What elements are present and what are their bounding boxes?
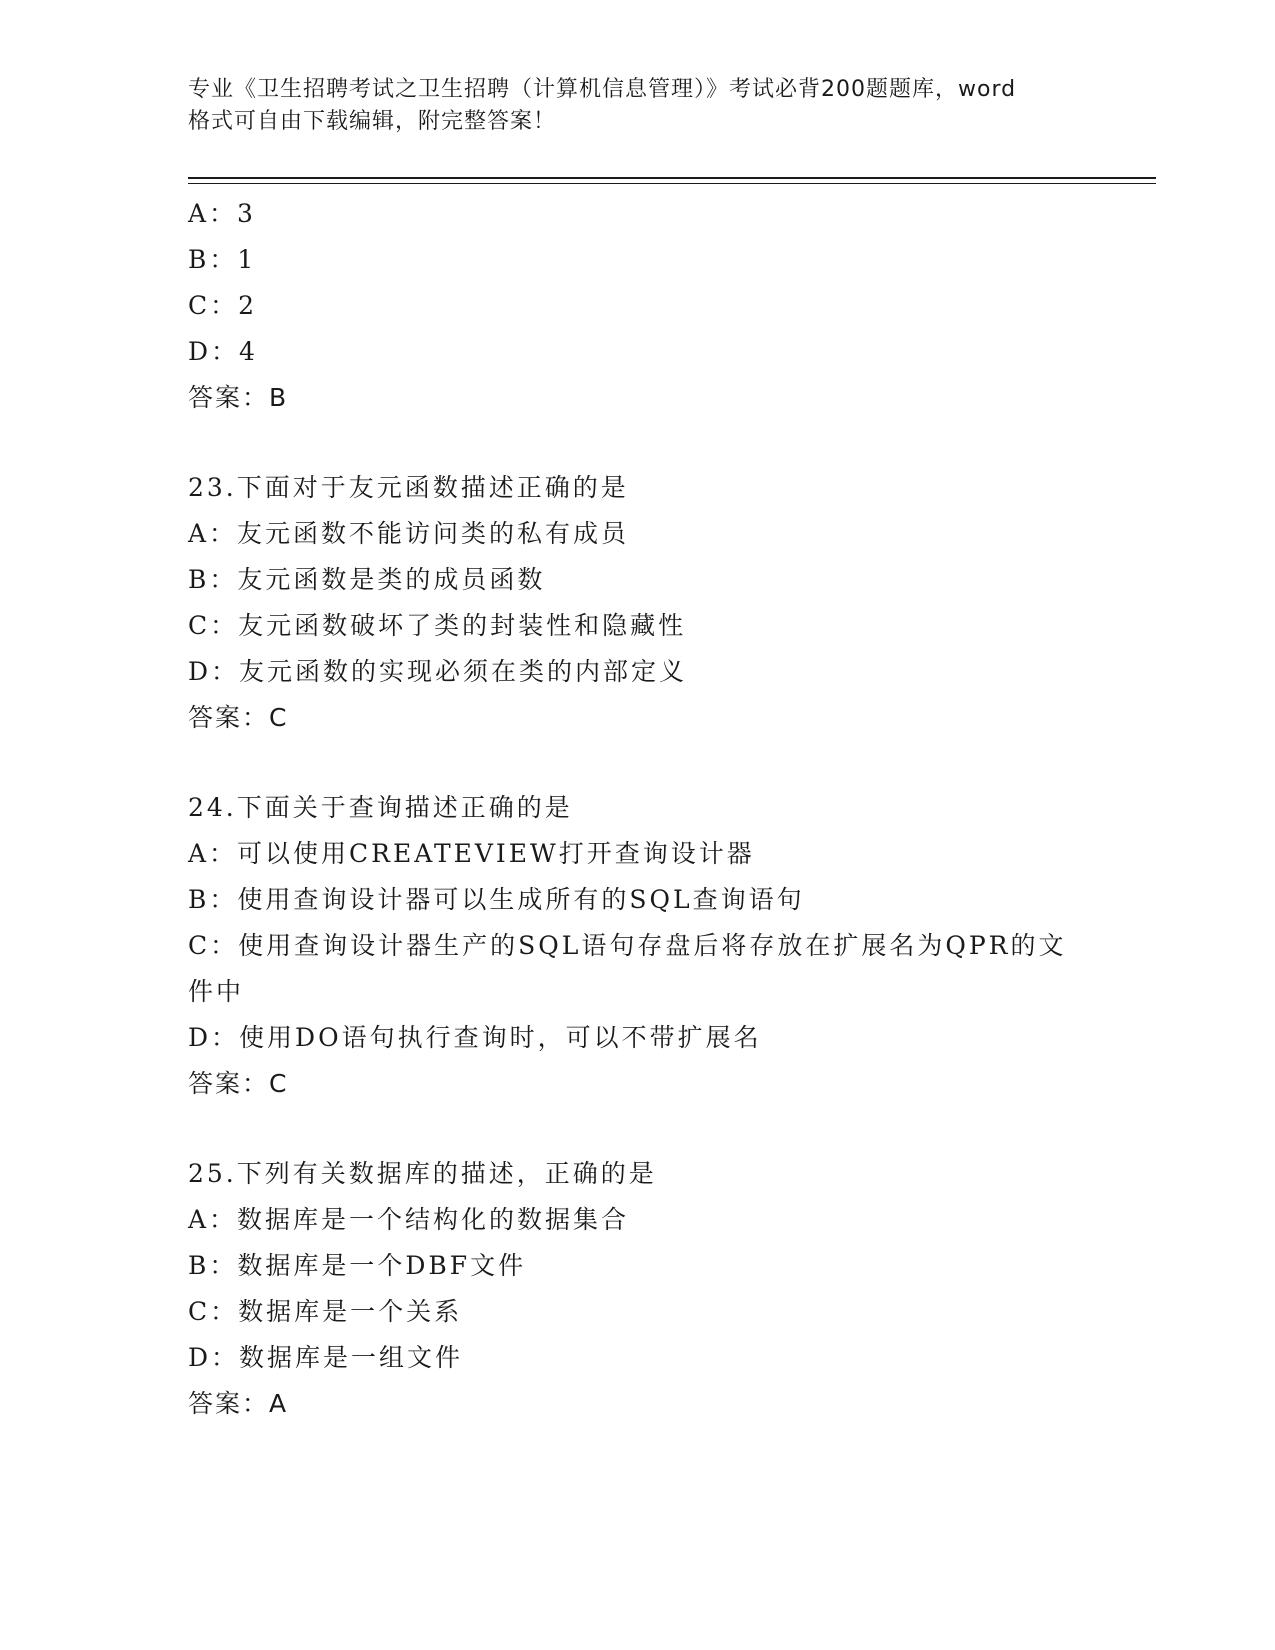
option-a: A：可以使用CREATEVIEW打开查询设计器 <box>188 839 755 868</box>
option-d: D：使用DO语句执行查询时，可以不带扩展名 <box>188 1023 762 1052</box>
option-a: A：友元函数不能访问类的私有成员 <box>188 519 630 548</box>
option-d: D：数据库是一组文件 <box>188 1343 464 1372</box>
option-b: B：数据库是一个DBF文件 <box>188 1251 527 1280</box>
answer-line: 答案：C <box>188 1069 289 1098</box>
option-c: C：使用查询设计器生产的SQL语句存盘后将存放在扩展名为QPR的文 <box>188 931 1067 960</box>
option-a: A：3 <box>188 199 256 228</box>
spacer <box>188 421 1088 465</box>
spacer <box>188 741 1088 785</box>
question-text: 23.下面对于友元函数描述正确的是 <box>188 473 629 502</box>
option-b: B：使用查询设计器可以生成所有的SQL查询语句 <box>188 885 805 914</box>
header-line-1: 专业《卫生招聘考试之卫生招聘（计算机信息管理）》考试必背200题题库，word <box>188 77 1017 102</box>
option-b: B：友元函数是类的成员函数 <box>188 565 546 594</box>
question-block-22 <box>188 191 1088 421</box>
answer-line: 答案：A <box>188 1389 289 1418</box>
option-b: B：1 <box>188 245 257 274</box>
spacer <box>188 1107 1088 1151</box>
question-block-25 <box>188 1151 1088 1427</box>
option-d: D：友元函数的实现必须在类的内部定义 <box>188 657 688 686</box>
header-rule-thick <box>188 177 1156 179</box>
question-block-23 <box>188 465 1088 741</box>
option-c-continued: 件中 <box>188 977 245 1006</box>
question-text: 24.下面关于查询描述正确的是 <box>188 793 573 822</box>
option-c: C：2 <box>188 291 258 320</box>
header-rule-thin <box>188 183 1156 184</box>
option-d: D：4 <box>188 337 258 366</box>
question-block-24 <box>188 785 1088 1107</box>
question-list <box>188 191 1088 1427</box>
option-a: A：数据库是一个结构化的数据集合 <box>188 1205 630 1234</box>
option-c: C：数据库是一个关系 <box>188 1297 463 1326</box>
question-text: 25.下列有关数据库的描述，正确的是 <box>188 1159 657 1188</box>
option-c: C：友元函数破坏了类的封装性和隐藏性 <box>188 611 687 640</box>
document-header <box>188 74 1088 138</box>
answer-line: 答案：C <box>188 703 289 732</box>
header-line-2: 格式可自由下载编辑，附完整答案！ <box>188 109 557 134</box>
answer-line: 答案：B <box>188 383 289 412</box>
